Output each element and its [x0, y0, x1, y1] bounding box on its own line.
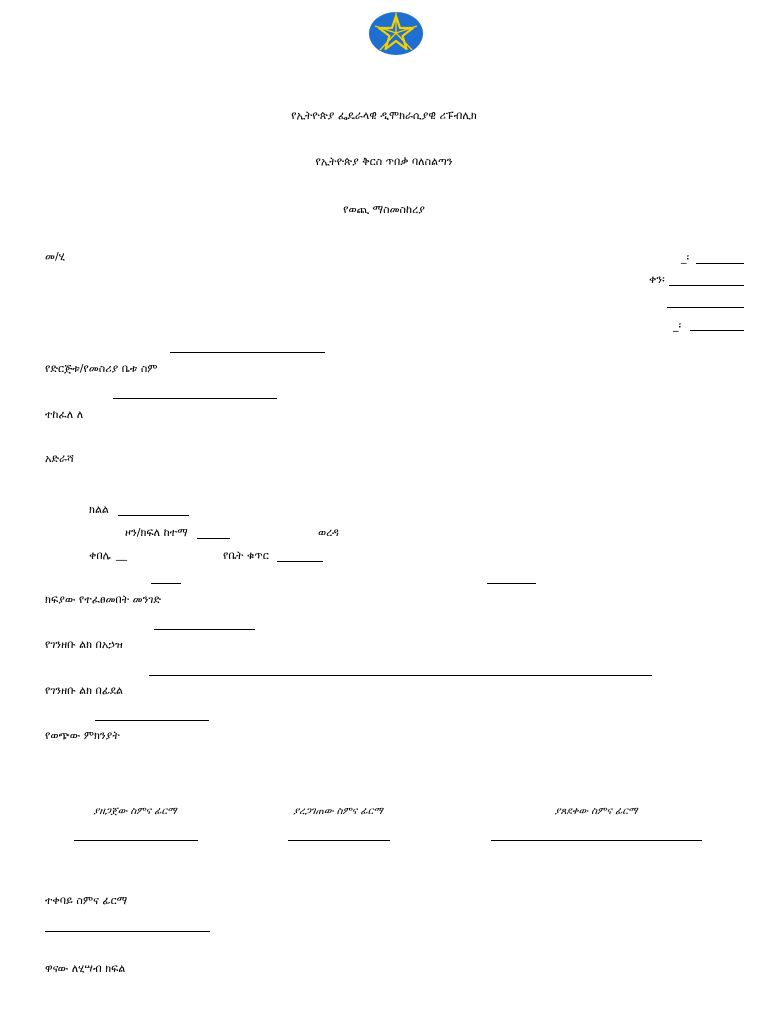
organization-name-line[interactable] — [170, 352, 325, 353]
amount-words-label: የገንዘቡ ልክ በፊደል — [45, 684, 123, 697]
extra-line[interactable] — [690, 330, 744, 331]
prepared-by-line[interactable] — [74, 840, 198, 841]
zone-subcity-line[interactable] — [197, 538, 230, 539]
blank-line[interactable] — [667, 307, 744, 308]
ethiopian-emblem-icon — [368, 11, 424, 56]
number-line[interactable] — [696, 263, 744, 264]
region-line[interactable] — [118, 515, 189, 516]
region-label: ክልል — [89, 503, 109, 516]
paid-to-line[interactable] — [113, 398, 277, 399]
approved-by-label: ያጸደቀው ስምና ፊርማ — [554, 806, 638, 817]
date-label: ቀን፡ — [649, 273, 665, 286]
address-label: አድራሻ — [45, 452, 74, 465]
address-extra-line-1[interactable] — [151, 583, 181, 584]
reason-label: የወጭው ምክንያት — [45, 729, 120, 742]
paid-to-label: ተከፈለ ለ — [45, 408, 84, 421]
receiver-label: ተቀባይ ስምና ፊርማ — [45, 894, 128, 907]
payment-method-line[interactable] — [154, 629, 255, 630]
house-number-label: የቤት ቁጥር — [223, 549, 269, 562]
verified-by-label: ያረጋገጠው ስምና ፊርማ — [293, 806, 383, 817]
woreda-label: ወረዳ — [318, 526, 339, 539]
verified-by-line[interactable] — [288, 840, 390, 841]
organization-name-label: የድርጅቱ/የመስሪያ ቤቱ ስም — [45, 362, 158, 375]
amount-figures-label: የገንዘቡ ልክ በአኃዝ — [45, 638, 123, 651]
prepared-by-label: ያዘጋጀው ስምና ፊርማ — [93, 806, 177, 817]
amount-figures-line[interactable] — [149, 675, 652, 676]
form-title: የወጪ ማስመስከረያ — [343, 203, 425, 216]
payment-method-label: ክፍያው የተፈፀመበት መንገድ — [45, 593, 161, 606]
house-number-line[interactable] — [277, 561, 323, 562]
number-label: _፡ — [681, 251, 690, 264]
address-extra-line-2[interactable] — [487, 583, 536, 584]
extra-label: _፡ — [673, 319, 682, 332]
approved-by-line[interactable] — [491, 840, 702, 841]
kebele-label: ቀበሌ — [89, 549, 111, 562]
zone-subcity-label: ዞን/ክፍለ ከተማ — [125, 526, 188, 539]
date-line[interactable] — [669, 285, 744, 286]
country-title: የኢትዮጵያ ፌዴራላዊ ዲሞክራሲያዊ ሪፑብሊክ — [291, 109, 477, 122]
receiver-line[interactable] — [45, 931, 210, 932]
kebele-value: __ — [116, 548, 127, 561]
authority-title: የኢትዮጵያ ቅርስ ጥበቃ ባለስልጣን — [315, 155, 453, 168]
reference-label: መ/ሂ — [45, 250, 66, 263]
amount-words-line[interactable] — [95, 720, 209, 721]
accounts-dept-label: ዋናው ለሂሣብ ክፍል — [45, 962, 126, 975]
